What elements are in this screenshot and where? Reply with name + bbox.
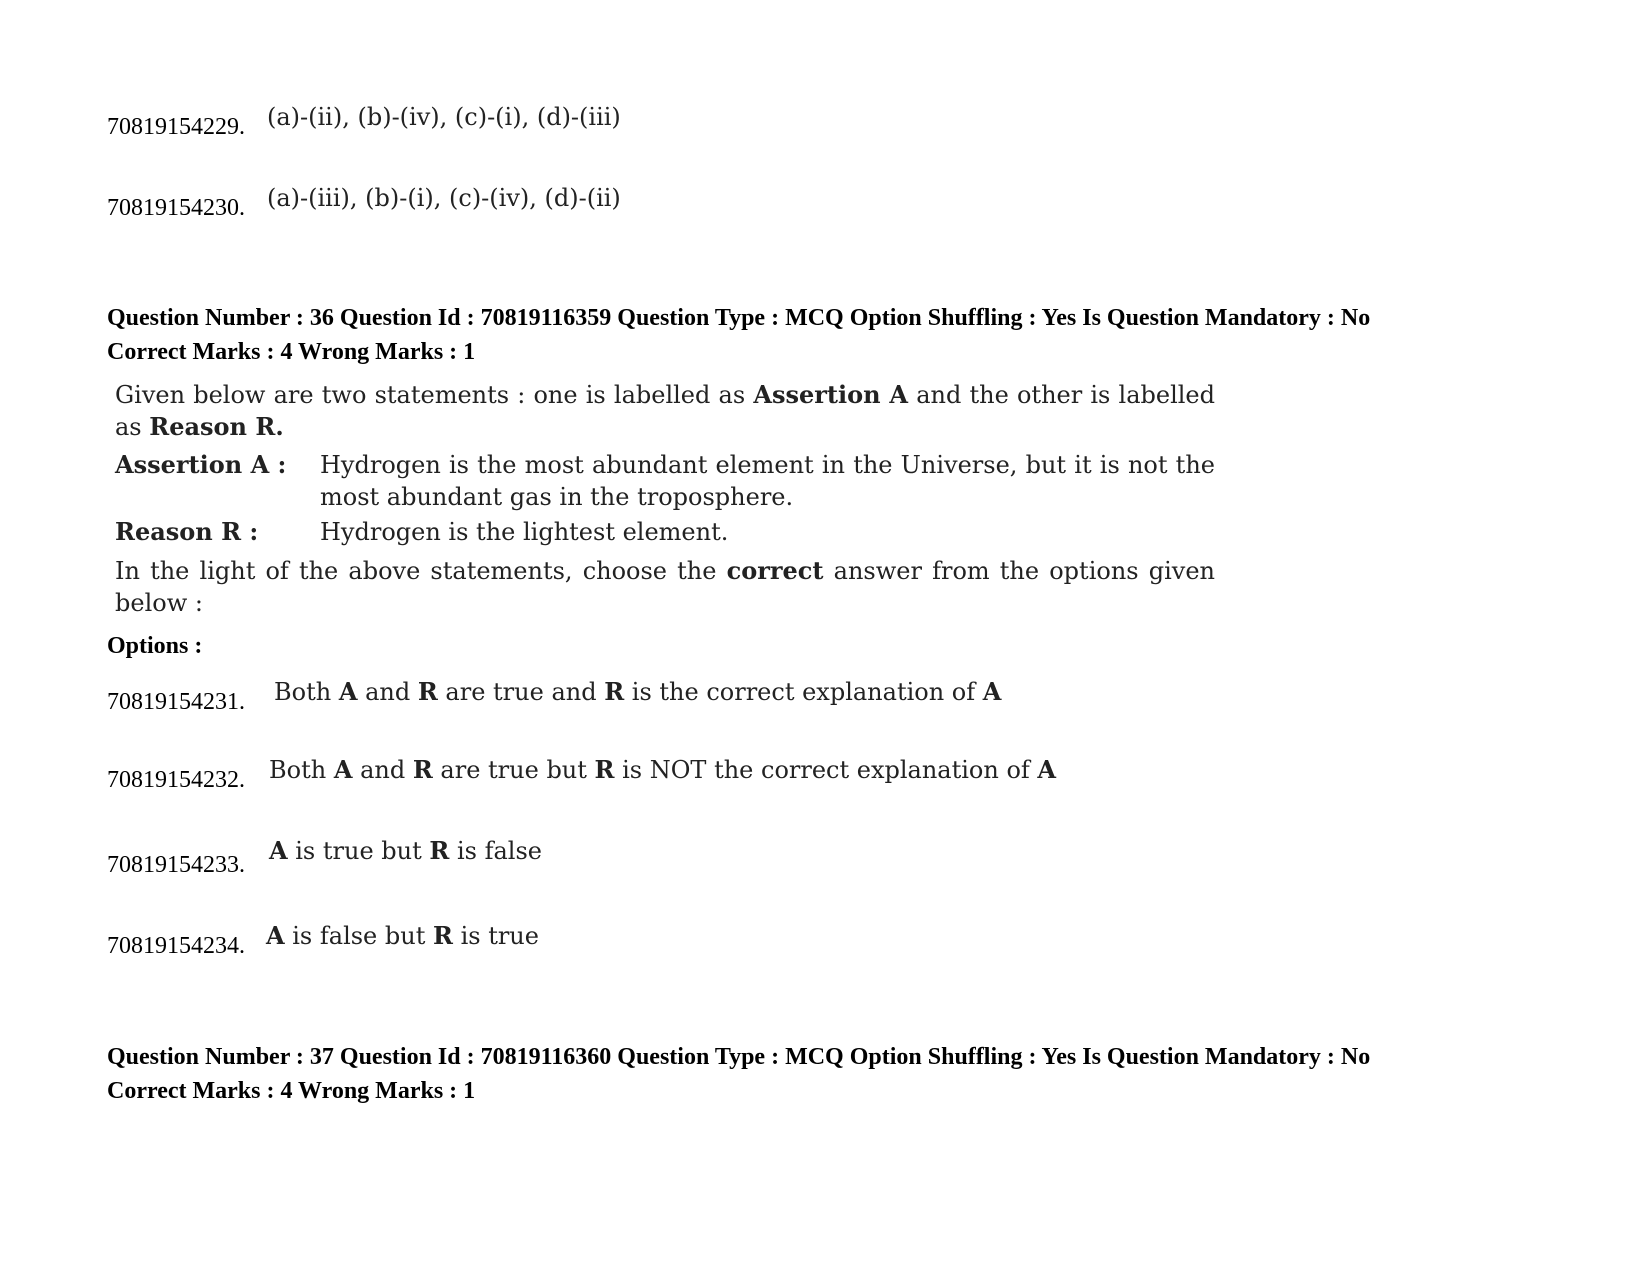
question-header bbox=[107, 301, 1370, 369]
option-row bbox=[107, 921, 540, 960]
option-id: 70819154229. bbox=[107, 114, 245, 140]
question-instruction bbox=[115, 555, 1215, 619]
option-text: (a)-(iii), (b)-(i), (c)-(iv), (d)-(ii) bbox=[267, 184, 621, 212]
instruction-text: answer from the options given below : bbox=[115, 557, 1215, 617]
marks-line: Correct Marks : 4 Wrong Marks : 1 bbox=[107, 1078, 476, 1104]
option-row bbox=[107, 184, 621, 222]
option-row bbox=[107, 836, 542, 879]
question-header bbox=[107, 1040, 1370, 1108]
option-text: A is true but R is false bbox=[269, 836, 542, 865]
option-row bbox=[107, 755, 1057, 794]
option-text: Both A and R are true and R is the correct explanation of A bbox=[274, 677, 1002, 706]
intro-bold-assertion: Assertion A bbox=[753, 380, 909, 409]
option-text: Both A and R are true but R is NOT the correct explanation of A bbox=[269, 755, 1057, 784]
reason-label: Reason R : bbox=[115, 517, 259, 546]
intro-bold-reason: Reason R bbox=[149, 412, 276, 441]
assertion-statement bbox=[115, 449, 1215, 513]
option-id: 70819154231. bbox=[107, 689, 245, 715]
marks-line: Correct Marks : 4 Wrong Marks : 1 bbox=[107, 339, 476, 365]
option-id: 70819154232. bbox=[107, 767, 245, 793]
question-header-line: Question Number : 36 Question Id : 70819116359 Question Type : MCQ Option Shuffling : Yes Is Question Mandatory : No bbox=[107, 305, 1371, 331]
assertion-label: Assertion A : bbox=[115, 450, 287, 479]
instruction-bold: correct bbox=[726, 556, 824, 585]
instruction-text: In the light of the above statements, choose the bbox=[115, 557, 727, 585]
option-text: A is false but R is true bbox=[266, 921, 539, 950]
option-id: 70819154233. bbox=[107, 852, 245, 878]
intro-text: and the other is labelled as bbox=[115, 381, 1215, 441]
option-id: 70819154230. bbox=[107, 195, 245, 221]
option-row bbox=[107, 677, 1002, 716]
intro-end: . bbox=[275, 412, 284, 441]
reason-statement bbox=[115, 516, 1215, 548]
option-text: (a)-(ii), (b)-(iv), (c)-(i), (d)-(iii) bbox=[267, 103, 621, 131]
reason-text: Hydrogen is the lightest element. bbox=[320, 518, 729, 546]
options-label: Options : bbox=[107, 633, 203, 659]
option-id: 70819154234. bbox=[107, 933, 245, 959]
question-intro bbox=[115, 379, 1215, 443]
assertion-text: Hydrogen is the most abundant element in the Universe, but it is not the most abundant gas in the troposphere. bbox=[320, 451, 1215, 511]
option-row bbox=[107, 103, 621, 141]
intro-text: Given below are two statements : one is labelled as bbox=[115, 381, 754, 409]
question-header-line: Question Number : 37 Question Id : 70819116360 Question Type : MCQ Option Shuffling : Yes Is Question Mandatory : No bbox=[107, 1044, 1371, 1070]
